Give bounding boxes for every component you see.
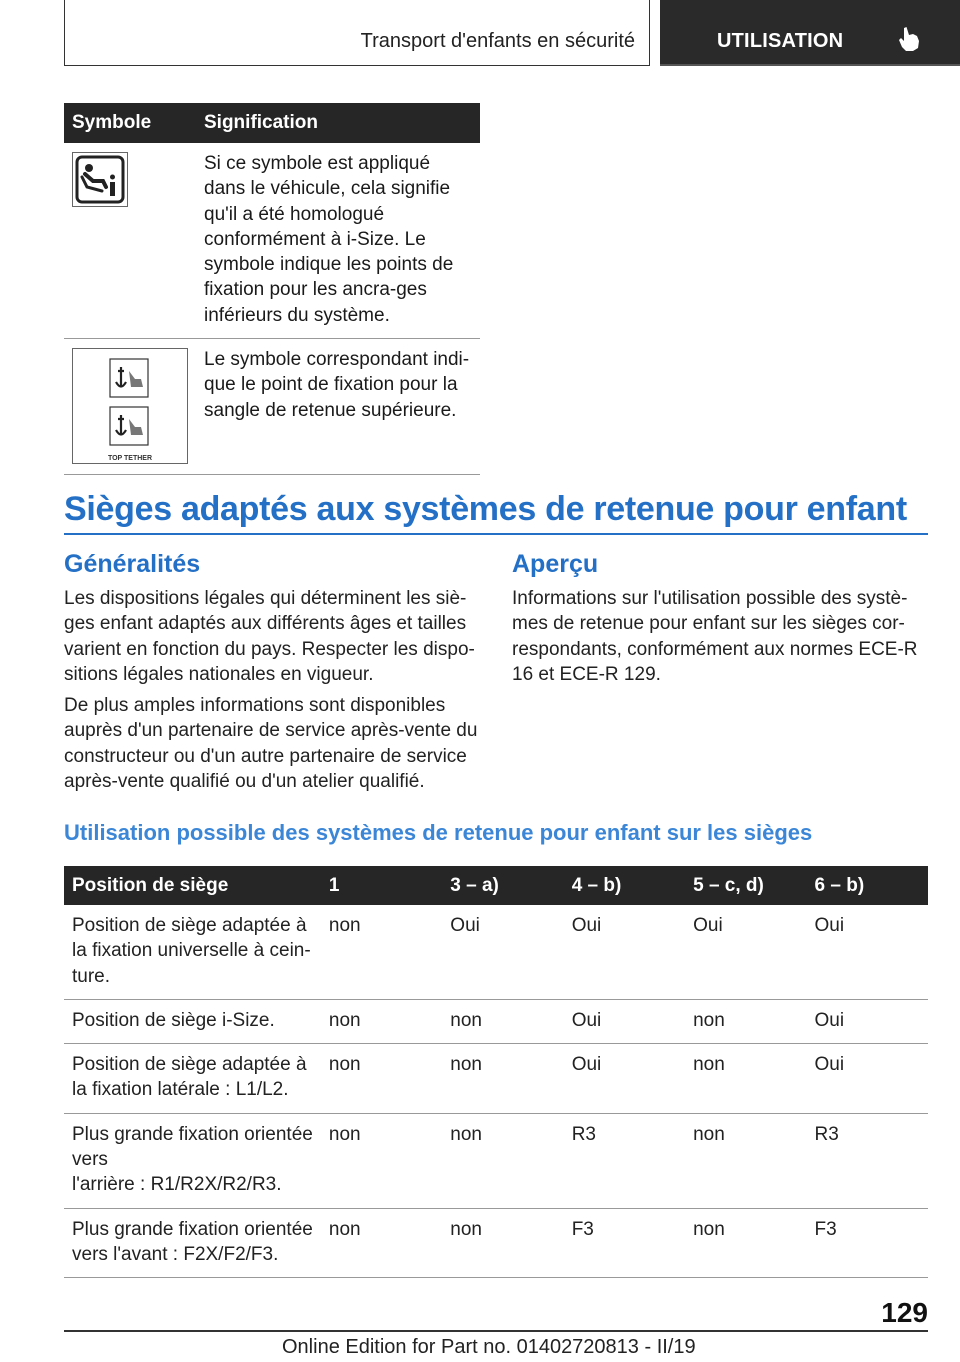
footer-divider	[64, 1330, 928, 1332]
main-section-title: Sièges adaptés aux systèmes de retenue pour enfant	[64, 490, 907, 528]
table-cell: non	[321, 1113, 442, 1208]
compat-col-header: 6 – b)	[807, 866, 928, 905]
table-cell: Oui	[807, 1044, 928, 1114]
table-cell: non	[321, 1208, 442, 1278]
isize-seat-icon	[72, 152, 128, 207]
table-row	[64, 143, 480, 339]
table-cell: non	[321, 999, 442, 1043]
symbol-column-header: Symbole	[64, 103, 196, 143]
table-cell: Oui	[807, 905, 928, 999]
table-cell: non	[685, 1113, 806, 1208]
table-cell: R3	[564, 1113, 685, 1208]
apercu-heading: Aperçu	[512, 550, 599, 578]
table-cell: non	[442, 1044, 563, 1114]
generalites-paragraph-1: Les dispositions légales qui déterminent les siè-ges enfant adaptés aux différents âges et tailles varient en fonction du pays. Respecter les dispo-sitions légales nationales en vigueur.	[64, 588, 475, 685]
compat-heading: Utilisation possible des systèmes de retenue pour enfant sur les sièges	[64, 820, 813, 845]
generalites-heading: Généralités	[64, 550, 201, 578]
symbol-cell	[64, 339, 196, 475]
table-cell: F3	[807, 1208, 928, 1278]
symbol-meaning-text: Le symbole correspondant indi-que le point de fixation pour la sangle de retenue supérieure.	[196, 339, 480, 475]
table-row	[64, 1113, 928, 1208]
table-row	[64, 999, 928, 1043]
pointing-hand-icon	[897, 26, 921, 52]
table-cell: Oui	[564, 1044, 685, 1114]
table-cell: non	[685, 1208, 806, 1278]
table-cell: non	[442, 1113, 563, 1208]
compat-col-header: 5 – c, d)	[685, 866, 806, 905]
table-row	[64, 905, 928, 999]
table-row	[64, 339, 480, 475]
table-cell: non	[321, 1044, 442, 1114]
table-cell: F3	[564, 1208, 685, 1278]
page-number: 129	[881, 1297, 928, 1328]
table-cell: non	[442, 999, 563, 1043]
compat-col-header: 1	[321, 866, 442, 905]
symbol-meaning-text: Si ce symbole est appliqué dans le véhicule, cela signifie qu'il a été homologué conformément à i-Size. Le symbole indique les points de fixation pour les ancra-ges inférieurs du système.	[196, 143, 480, 339]
table-cell: Plus grande fixation orientée vers l'arrière : R1/R2X/R2/R3.	[64, 1113, 321, 1208]
meaning-column-header: Signification	[196, 103, 480, 143]
apercu-paragraph: Informations sur l'utilisation possible des systè-mes de retenue pour enfant sur les sièges cor-respondants, conformément aux normes ECE-R 16 et ECE-R 129.	[512, 588, 918, 685]
header-chapter-tab[interactable]	[660, 0, 960, 66]
symbol-cell	[64, 143, 196, 339]
table-cell: non	[321, 905, 442, 999]
header-section-box	[64, 0, 650, 66]
top-tether-anchor-icon	[72, 348, 188, 464]
symbol-table	[64, 103, 480, 475]
header-chapter-label: UTILISATION	[717, 30, 844, 52]
header-section-title: Transport d'enfants en sécurité	[360, 30, 635, 52]
table-cell: Oui	[564, 999, 685, 1043]
generalites-paragraph-2: De plus amples informations sont disponibles auprès d'un partenaire de service après-vente du constructeur ou d'un autre partenaire de service après-vente qualifié ou d'un atelier qualifié.	[64, 695, 478, 792]
table-cell: R3	[807, 1113, 928, 1208]
compat-col-header: 4 – b)	[564, 866, 685, 905]
table-cell: Oui	[564, 905, 685, 999]
table-cell: Position de siège adaptée à la fixation latérale : L1/L2.	[64, 1044, 321, 1114]
top-tether-label: TOP TETHER	[107, 455, 153, 463]
compat-col-header: 3 – a)	[442, 866, 563, 905]
table-row	[64, 1044, 928, 1114]
footer-edition-text: Online Edition for Part no. 01402720813 - II/19	[282, 1336, 696, 1358]
table-cell: Oui	[807, 999, 928, 1043]
table-cell: Oui	[442, 905, 563, 999]
table-cell: Position de siège i-Size.	[64, 999, 321, 1043]
table-cell: non	[685, 999, 806, 1043]
table-cell: non	[442, 1208, 563, 1278]
table-row	[64, 1208, 928, 1278]
table-cell: Plus grande fixation orientée vers l'avant : F2X/F2/F3.	[64, 1208, 321, 1278]
compat-table	[64, 866, 928, 1278]
table-cell: Position de siège adaptée à la fixation universelle à cein-ture.	[64, 905, 321, 999]
table-cell: non	[685, 1044, 806, 1114]
compat-col-header: Position de siège	[64, 866, 321, 905]
table-cell: Oui	[685, 905, 806, 999]
title-divider	[64, 533, 928, 535]
